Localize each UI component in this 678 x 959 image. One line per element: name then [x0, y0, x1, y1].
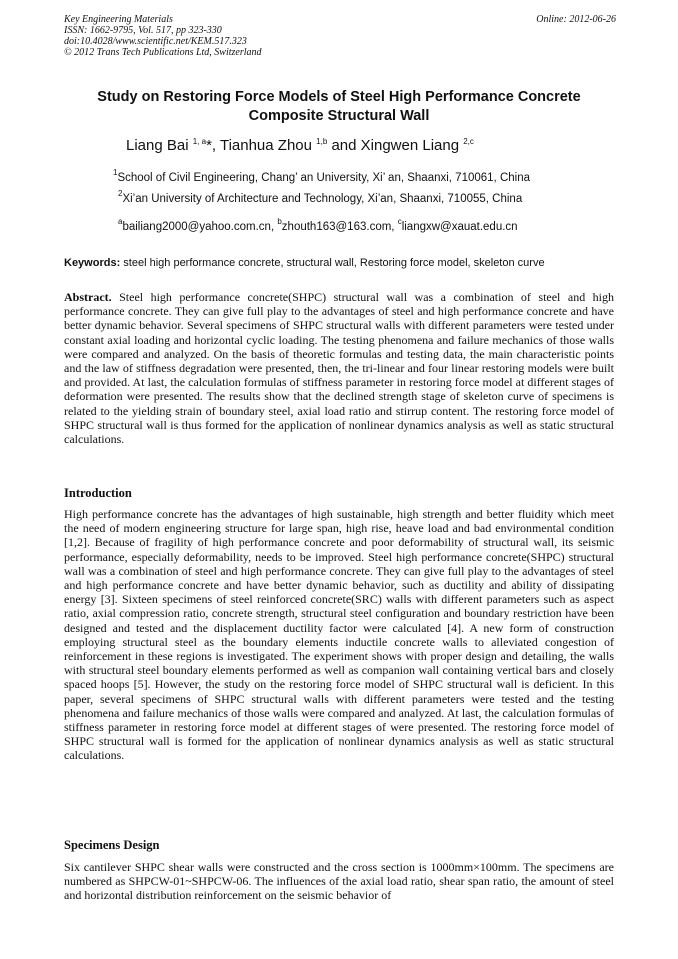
author-2: , Tianhua Zhou	[211, 137, 317, 154]
email-3[interactable]: liangxw@xauat.edu.cn	[401, 221, 518, 233]
paper-title	[40, 88, 638, 126]
copyright-line: © 2012 Trans Tech Publications Ltd, Switzerland	[64, 47, 262, 58]
title-line-2: Composite Structural Wall	[248, 108, 430, 124]
email-2-mark: b	[277, 217, 282, 226]
doi-line: doi:10.4028/www.scientific.net/KEM.517.323	[64, 36, 247, 47]
affiliation-1-mark: 1	[113, 168, 118, 177]
journal-name: Key Engineering Materials	[64, 14, 173, 25]
specimens-text: Six cantilever SHPC shear walls were constructed and the cross section is 1000mm×100mm. The specimens are numbered as SHPCW-01~SHPCW-06. The influences of the axial load ratio, shear span ratio, the amount of steel and horizontal distribution reinforcement on the seismic behavior of	[64, 860, 614, 903]
specimens-heading: Specimens Design	[64, 838, 160, 852]
keywords-label: Keywords:	[64, 257, 121, 269]
affiliation-2-text: Xi’an University of Architecture and Technology, Xi’an, Shaanxi, 710055, China	[122, 193, 523, 205]
author-3-affil: 2,c	[463, 137, 474, 146]
introduction-heading: Introduction	[64, 486, 132, 500]
abstract	[64, 290, 614, 446]
email-1-mark: a	[118, 217, 123, 226]
author-1: Liang Bai	[126, 137, 193, 154]
affiliation-2	[118, 189, 523, 206]
author-3: and Xingwen Liang	[327, 137, 464, 154]
introduction-text: High performance concrete has the advantages of high sustainable, high strength and better fluidity which meet the need of modern engineering structure for large span, high rise, heave load and bad environmental condition [1,2]. Because of fragility of high performance concrete and poor deformability of structural wall, its seismic performance, especially deformability, needs to be improved. Steel high performance concrete(SHPC) structural wall was a combination of steel and high performance concrete. They can give full play to the advantages of steel and high performance concrete and have better dynamic behavior, such as ductility and ability of dissipating energy [3]. Sixteen specimens of steel reinforced concrete(SRC) walls with different parameters such as aspect ratio, axial compression ratio, concrete strength, structural steel configuration and boundary restriction have been designed and tested and the displacement ductility factor were calculated [4]. A new form of construction employing structural steel as the boundary elements inductile concrete walls to alleviated congestion of reinforcement in these regions is investigated. The experiment shows with proper design and detailing, the walls with structural steel boundary elements performed as well as companion wall containing vertical bars and closely spaced hoops [5]. However, the study on the restoring force model of SHPC structural wall is deficient. In this paper, several specimens of SHPC structural walls with different parameters were tested and the testing phenomena and failure mechanics of those walls were compared and analyzed. At last, the calculation formulas of stiffness parameter in restoring force model at different stages of were presented. The restoring force model of SHPC structural wall is formed for the application of nonlinear dynamics analysis as well as static structural calculations.	[64, 507, 614, 763]
affiliation-2-mark: 2	[118, 189, 123, 198]
title-line-1: Study on Restoring Force Models of Steel High Performance Concrete	[97, 89, 581, 105]
author-2-affil: 1,b	[316, 137, 328, 146]
email-1[interactable]: bailiang2000@yahoo.com.cn,	[122, 221, 278, 233]
issn-line: ISSN: 1662-9795, Vol. 517, pp 323-330	[64, 25, 222, 36]
email-list	[118, 217, 518, 234]
corresponding-mark: *	[206, 137, 212, 154]
author-1-affil: 1, a	[192, 137, 207, 146]
affiliation-1-text: School of Civil Engineering, Chang’ an University, Xi’ an, Shaanxi, 710061, China	[117, 172, 530, 184]
keywords	[64, 256, 545, 270]
journal-header	[64, 14, 262, 58]
abstract-text: Steel high performance concrete(SHPC) structural wall was a combination of steel and high performance concrete. They can give full play to the advantages of steel and high performance concrete and have better dynamic behavior. Several specimens of SHPC structural walls with different parameters were tested under constant axial loading and horizontal cyclic loading. The testing phenomena and failure mechanics of those walls were compared and analyzed. On the basis of theoretic formulas and testing data, the main characteristic points and the law of stiffness degradation were presented, then, the tri-linear and four linear restoring models were built and provided. At last, the calculation formulas of stiffness parameter in restoring force model at different stages of deformation were presented. The results show that the declined strength stage of skeleton curve of specimens is related to the yielding strain of boundary steel, axial load ratio and stirrup content. The restoring force model of SHPC structural wall is thus formed for the application of nonlinear dynamics analysis as well as static structural calculations.	[64, 290, 614, 447]
abstract-label: Abstract.	[64, 290, 112, 304]
keywords-text: steel high performance concrete, structural wall, Restoring force model, skeleton curve	[120, 257, 545, 269]
email-2[interactable]: zhouth163@163.com,	[281, 221, 398, 233]
affiliation-1	[113, 168, 530, 185]
author-list	[126, 137, 474, 155]
online-date: Online: 2012-06-26	[536, 14, 616, 25]
email-3-mark: c	[397, 217, 402, 226]
